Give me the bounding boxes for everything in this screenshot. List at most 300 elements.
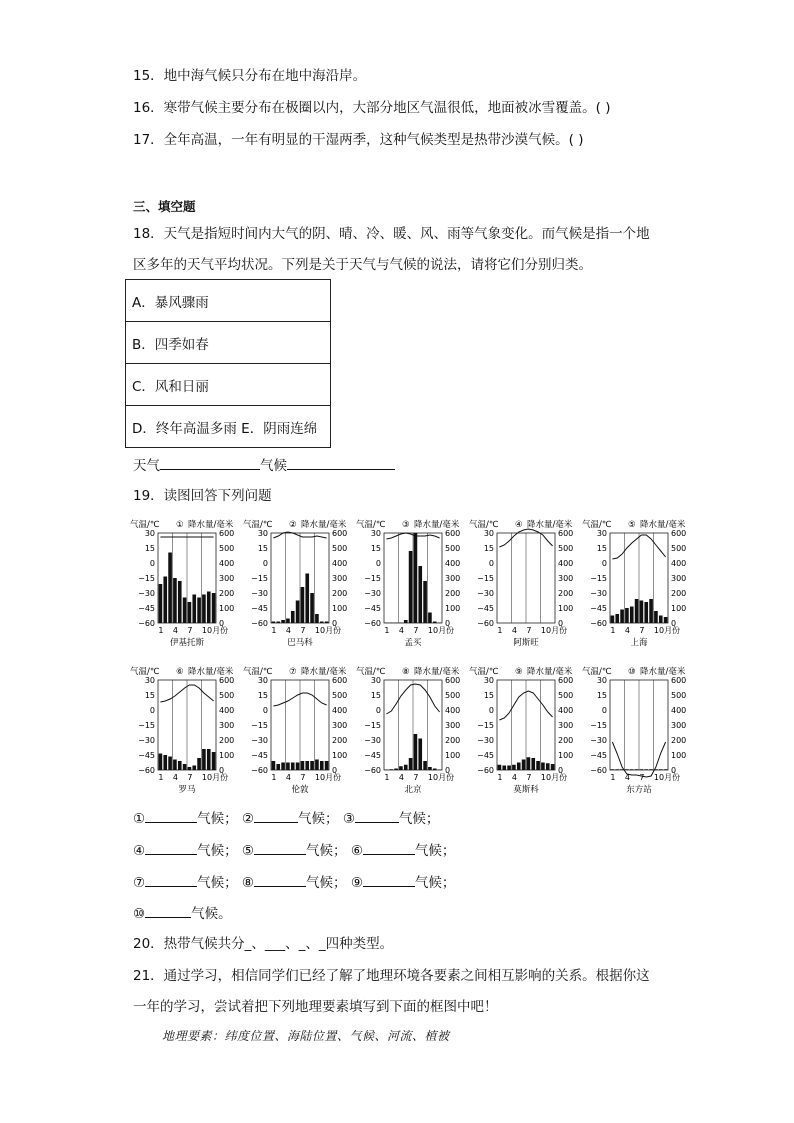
question-17: 17．全年高温，一年有明显的干湿两季，这种气候类型是热带沙漠气候。( ) <box>133 132 584 148</box>
precip-axis-label: 降水量/毫米 <box>527 520 573 530</box>
section-title-fill-blank: 三、填空题 <box>133 199 196 214</box>
climate-charts-svg <box>128 513 698 803</box>
x-tick-label: 7 <box>639 773 645 782</box>
precip-tick-label: 100 <box>332 604 348 613</box>
x-tick-label: 10月份 <box>540 773 568 782</box>
blank-3[interactable] <box>355 808 399 823</box>
precip-tick-label: 500 <box>332 544 348 553</box>
precip-tick-label: 200 <box>219 736 235 745</box>
precip-bar <box>640 769 644 770</box>
precip-bar <box>630 607 634 624</box>
climate-suffix-10: 气候。 <box>191 906 232 922</box>
precip-axis-label: 降水量/毫米 <box>301 667 347 677</box>
marker-1: ① <box>133 811 146 827</box>
precip-bar <box>414 533 418 623</box>
precip-bar <box>168 553 172 624</box>
precip-bar <box>286 763 290 771</box>
precip-bar <box>192 595 196 624</box>
marker-8: ⑧ <box>241 875 255 891</box>
precip-tick-label: 0 <box>558 619 564 628</box>
precip-tick-label: 0 <box>671 619 677 628</box>
precip-axis-label: 降水量/毫米 <box>188 667 234 677</box>
precip-bar <box>512 765 516 770</box>
precip-tick-label: 300 <box>671 574 687 583</box>
precip-bar <box>281 763 285 771</box>
city-name: 伊基托斯 <box>169 638 205 648</box>
x-tick-label: 4 <box>172 773 179 782</box>
temp-tick-label: −30 <box>590 589 607 598</box>
precip-bar <box>541 763 545 771</box>
temp-tick-label: 15 <box>257 691 268 700</box>
precip-tick-label: 400 <box>558 559 574 568</box>
x-tick-label: 10月份 <box>314 626 342 635</box>
precip-tick-label: 200 <box>671 589 687 598</box>
question-18-line2: 区多年的天气平均状况。下列是关于天气与气候的说法，请将它们分别归类。 <box>133 257 592 273</box>
temp-tick-label: −60 <box>590 619 607 628</box>
precip-tick-label: 600 <box>445 676 461 685</box>
temp-axis-label: 气温/℃ <box>130 520 160 530</box>
x-tick-label: 7 <box>187 773 193 782</box>
precip-bar <box>517 763 521 771</box>
precip-bar <box>404 765 408 770</box>
climate-suffix-6: 气候； <box>414 843 456 859</box>
precip-bar <box>414 734 418 770</box>
precip-bar <box>192 766 196 771</box>
option-a: A．暴风骤雨 <box>126 280 331 322</box>
blank-7[interactable] <box>145 872 197 887</box>
precip-tick-label: 400 <box>445 706 461 715</box>
precip-bar <box>202 595 206 624</box>
precip-tick-label: 500 <box>219 691 235 700</box>
x-tick-label: 7 <box>187 626 193 635</box>
precip-bar <box>281 620 285 623</box>
precip-bar <box>197 598 201 624</box>
x-tick-label: 7 <box>413 773 419 782</box>
chart-marker: ④ <box>515 520 523 530</box>
precip-bar <box>301 761 305 770</box>
precip-tick-label: 400 <box>445 559 461 568</box>
precip-tick-label: 500 <box>219 544 235 553</box>
precip-bar <box>404 620 408 623</box>
temp-tick-label: 0 <box>375 706 381 715</box>
temp-tick-label: 15 <box>483 691 494 700</box>
question-21-line2: 一年的学习，尝试着把下列地理要素填写到下面的框图中吧！ <box>133 999 498 1015</box>
precip-bar <box>635 769 639 770</box>
temp-tick-label: −45 <box>477 751 494 760</box>
temp-tick-label: 15 <box>370 544 381 553</box>
temp-tick-label: 0 <box>149 706 155 715</box>
chart-marker: ⑨ <box>515 667 523 677</box>
precip-bar <box>291 611 295 623</box>
precip-tick-label: 400 <box>671 706 687 715</box>
temp-tick-label: −15 <box>477 721 494 730</box>
marker-3: ③ <box>342 811 355 827</box>
precip-tick-label: 100 <box>671 751 687 760</box>
blank-2[interactable] <box>254 808 298 823</box>
precip-tick-label: 200 <box>445 736 461 745</box>
x-tick-label: 1 <box>497 626 503 635</box>
precip-tick-label: 300 <box>332 574 348 583</box>
precip-bar <box>640 601 644 624</box>
precip-tick-label: 600 <box>332 529 348 538</box>
marker-4: ④ <box>133 843 146 859</box>
precip-axis-label: 降水量/毫米 <box>301 520 347 530</box>
x-tick-label: 10月份 <box>427 773 455 782</box>
blank-8[interactable] <box>254 872 306 887</box>
precip-tick-label: 400 <box>219 559 235 568</box>
blank-1[interactable] <box>145 808 197 823</box>
precip-tick-label: 100 <box>558 751 574 760</box>
blank-6[interactable] <box>363 840 415 855</box>
temp-tick-label: −60 <box>590 766 607 775</box>
chart-marker: ⑦ <box>289 667 297 677</box>
blank-5[interactable] <box>254 840 306 855</box>
precip-bar <box>178 761 182 770</box>
climate-charts-grid <box>128 513 698 807</box>
precip-bar <box>159 754 163 771</box>
temp-tick-label: −60 <box>138 766 155 775</box>
temp-tick-label: 30 <box>596 676 607 685</box>
temp-tick-label: 15 <box>144 544 155 553</box>
blank-10[interactable] <box>145 903 191 918</box>
precip-bar <box>310 761 314 770</box>
precip-axis-label: 降水量/毫米 <box>640 520 686 530</box>
precip-tick-label: 400 <box>558 706 574 715</box>
precip-bar <box>394 769 398 771</box>
x-tick-label: 10月份 <box>201 626 229 635</box>
climate-label: 气候 <box>260 458 287 474</box>
precip-tick-label: 100 <box>332 751 348 760</box>
x-tick-label: 4 <box>511 626 518 635</box>
precip-bar <box>276 764 280 770</box>
precip-tick-label: 0 <box>332 766 338 775</box>
precip-axis-label: 降水量/毫米 <box>414 520 460 530</box>
precip-tick-label: 400 <box>671 559 687 568</box>
precip-bar <box>649 599 653 623</box>
x-tick-label: 4 <box>285 773 292 782</box>
precip-bar <box>212 593 216 623</box>
precip-bar <box>615 614 619 623</box>
temp-tick-label: 30 <box>370 676 381 685</box>
precip-bar <box>507 766 511 771</box>
precip-bar <box>399 766 403 770</box>
precip-bar <box>649 769 653 770</box>
precip-bar <box>183 598 187 624</box>
x-tick-label: 7 <box>639 626 645 635</box>
temp-tick-label: −45 <box>138 751 155 760</box>
precip-bar <box>418 566 422 623</box>
precip-axis-label: 降水量/毫米 <box>640 667 686 677</box>
temp-tick-label: 0 <box>149 559 155 568</box>
precip-bar <box>389 769 393 770</box>
precip-bar <box>296 601 300 624</box>
precip-tick-label: 200 <box>445 589 461 598</box>
temp-tick-label: 15 <box>370 691 381 700</box>
precip-bar <box>305 574 309 624</box>
precip-bar <box>272 622 276 624</box>
precip-tick-label: 200 <box>332 589 348 598</box>
temp-tick-label: 30 <box>596 529 607 538</box>
precip-tick-label: 200 <box>671 736 687 745</box>
weather-blank[interactable] <box>160 455 260 470</box>
temp-tick-label: 15 <box>596 691 607 700</box>
climate-suffix-5: 气候； <box>306 843 347 859</box>
precip-tick-label: 200 <box>219 589 235 598</box>
x-tick-label: 1 <box>384 773 390 782</box>
temp-tick-label: −45 <box>364 604 381 613</box>
temp-tick-label: 30 <box>257 529 268 538</box>
marker-9: ⑨ <box>350 875 363 891</box>
temp-tick-label: −30 <box>251 736 268 745</box>
precip-tick-label: 600 <box>219 676 235 685</box>
temp-axis-label: 气温/℃ <box>243 667 273 677</box>
precip-bar <box>635 599 639 623</box>
precip-bar <box>531 758 535 770</box>
question-19-blanks-row3 <box>133 872 455 893</box>
geo-elements-list: 地理要素：纬度位置、海陆位置、气候、河流、植被 <box>162 1029 450 1043</box>
precip-bar <box>659 769 663 770</box>
x-tick-label: 10月份 <box>201 773 229 782</box>
precip-bar <box>659 616 663 624</box>
weather-label: 天气 <box>133 458 160 474</box>
precip-bar <box>536 761 540 770</box>
x-tick-label: 7 <box>300 773 306 782</box>
precip-bar <box>498 765 502 770</box>
question-19-blanks-row1 <box>133 808 439 829</box>
precip-bar <box>276 622 280 624</box>
x-tick-label: 4 <box>172 626 179 635</box>
precip-tick-label: 100 <box>445 604 461 613</box>
precip-tick-label: 600 <box>219 529 235 538</box>
precip-tick-label: 300 <box>219 721 235 730</box>
precip-tick-label: 600 <box>558 529 574 538</box>
temp-tick-label: 0 <box>375 559 381 568</box>
chart-marker: ⑩ <box>628 667 636 677</box>
temp-tick-label: −15 <box>251 574 268 583</box>
chart-marker: ⑤ <box>628 520 636 530</box>
temp-tick-label: 15 <box>144 691 155 700</box>
x-tick-label: 4 <box>511 773 518 782</box>
precip-tick-label: 400 <box>332 706 348 715</box>
x-tick-label: 1 <box>384 626 390 635</box>
question-18-answer-line <box>133 455 395 476</box>
chart-marker: ③ <box>402 520 410 530</box>
precip-bar <box>197 758 201 770</box>
temp-tick-label: −60 <box>477 766 494 775</box>
precip-tick-label: 100 <box>558 604 574 613</box>
precip-tick-label: 500 <box>558 544 574 553</box>
city-name: 伦敦 <box>291 785 309 795</box>
precip-tick-label: 600 <box>332 676 348 685</box>
city-name: 莫斯科 <box>513 785 539 795</box>
x-tick-label: 1 <box>271 626 277 635</box>
precip-bar <box>305 761 309 770</box>
precip-bar <box>207 592 211 624</box>
precip-tick-label: 0 <box>445 766 451 775</box>
precip-bar <box>433 769 437 771</box>
precip-axis-label: 降水量/毫米 <box>527 667 573 677</box>
climate-suffix-3: 气候； <box>398 811 440 827</box>
temp-tick-label: −15 <box>364 721 381 730</box>
precip-tick-label: 0 <box>219 766 225 775</box>
precip-bar <box>173 760 177 771</box>
precip-bar <box>173 578 177 623</box>
city-name: 孟买 <box>404 638 422 648</box>
precip-bar <box>159 584 163 623</box>
precip-bar <box>178 581 182 623</box>
options-table <box>125 279 331 448</box>
precip-tick-label: 500 <box>332 691 348 700</box>
precip-bar <box>527 757 531 770</box>
x-tick-label: 1 <box>271 773 277 782</box>
x-tick-label: 4 <box>624 773 631 782</box>
precip-tick-label: 600 <box>671 529 687 538</box>
precip-bar <box>625 769 629 770</box>
precip-bar <box>418 739 422 771</box>
x-tick-label: 4 <box>285 626 292 635</box>
marker-7: ⑦ <box>133 875 146 891</box>
precip-tick-label: 600 <box>558 676 574 685</box>
precip-tick-label: 100 <box>671 604 687 613</box>
x-tick-label: 4 <box>624 626 631 635</box>
precip-tick-label: 200 <box>558 736 574 745</box>
precip-bar <box>654 611 658 623</box>
temp-axis-label: 气温/℃ <box>582 667 612 677</box>
precip-bar <box>620 610 624 624</box>
precip-bar <box>409 551 413 623</box>
temp-tick-label: 0 <box>601 706 607 715</box>
temp-tick-label: −60 <box>138 619 155 628</box>
marker-6: ⑥ <box>350 843 363 859</box>
precip-tick-label: 300 <box>445 721 461 730</box>
precip-bar <box>310 593 314 623</box>
temp-tick-label: 30 <box>370 529 381 538</box>
question-19-blanks-row2 <box>133 840 455 861</box>
precip-bar <box>409 758 413 770</box>
marker-10: ⑩ <box>133 906 146 922</box>
climate-suffix-9: 气候； <box>414 875 456 891</box>
temp-axis-label: 气温/℃ <box>130 667 160 677</box>
temp-tick-label: 0 <box>488 559 494 568</box>
x-tick-label: 10月份 <box>427 626 455 635</box>
precip-tick-label: 300 <box>558 574 574 583</box>
precip-bar <box>423 581 427 623</box>
chart-marker: ⑧ <box>402 667 410 677</box>
temp-tick-label: 0 <box>601 559 607 568</box>
city-name: 北京 <box>404 785 422 795</box>
precip-bar <box>625 608 629 623</box>
temp-tick-label: −45 <box>590 604 607 613</box>
temp-tick-label: −30 <box>477 736 494 745</box>
option-c: C．风和日丽 <box>126 364 331 406</box>
temp-tick-label: −30 <box>251 589 268 598</box>
precip-tick-label: 300 <box>558 721 574 730</box>
marker-2: ② <box>241 811 255 827</box>
precip-tick-label: 600 <box>671 676 687 685</box>
city-name: 上海 <box>630 638 648 648</box>
temp-tick-label: −15 <box>477 574 494 583</box>
precip-tick-label: 200 <box>558 589 574 598</box>
climate-blank[interactable] <box>287 455 395 470</box>
temp-tick-label: −30 <box>364 589 381 598</box>
city-name: 罗马 <box>178 785 196 795</box>
x-tick-label: 10月份 <box>653 773 681 782</box>
precip-bar <box>183 764 187 770</box>
precip-bar <box>168 757 172 771</box>
question-15: 15．地中海气候只分布在地中海沿岸。 <box>133 68 367 84</box>
precip-bar <box>664 617 668 623</box>
x-tick-label: 1 <box>158 626 164 635</box>
precip-bar <box>188 767 192 770</box>
precip-tick-label: 300 <box>332 721 348 730</box>
x-tick-label: 4 <box>398 626 405 635</box>
temp-axis-label: 气温/℃ <box>469 667 499 677</box>
temp-tick-label: 30 <box>144 529 155 538</box>
precip-tick-label: 100 <box>219 751 235 760</box>
question-21-line1: 21．通过学习，相信同学们已经了解了地理环境各要素之间相互影响的关系。根据你这 <box>133 968 650 984</box>
precip-bar <box>664 769 668 770</box>
temp-tick-label: −15 <box>364 574 381 583</box>
city-name: 巴马科 <box>287 638 313 648</box>
precip-tick-label: 300 <box>671 721 687 730</box>
x-tick-label: 1 <box>610 773 616 782</box>
question-20: 20．热带气候共分_、___、_、_四种类型。 <box>133 936 394 952</box>
x-tick-label: 1 <box>497 773 503 782</box>
temp-tick-label: −45 <box>138 604 155 613</box>
temp-tick-label: −45 <box>364 751 381 760</box>
precip-bar <box>611 769 615 770</box>
precip-axis-label: 降水量/毫米 <box>188 520 234 530</box>
precip-bar <box>546 763 550 770</box>
x-tick-label: 10月份 <box>653 626 681 635</box>
question-19-blanks-row4 <box>133 903 232 924</box>
precip-bar <box>202 749 206 770</box>
temp-tick-label: −60 <box>251 766 268 775</box>
question-18-line1: 18．天气是指短时间内大气的阴、晴、冷、暖、风、雨等气象变化。而气候是指一个地 <box>133 226 650 242</box>
temp-tick-label: −60 <box>364 766 381 775</box>
precip-tick-label: 500 <box>445 691 461 700</box>
temp-tick-label: 0 <box>262 706 268 715</box>
temp-axis-label: 气温/℃ <box>243 520 273 530</box>
precip-bar <box>630 769 634 770</box>
temp-tick-label: 30 <box>144 676 155 685</box>
precip-bar <box>644 769 648 770</box>
x-tick-label: 1 <box>610 626 616 635</box>
precip-bar <box>272 761 276 770</box>
precip-bar <box>325 622 329 624</box>
temp-tick-label: 15 <box>596 544 607 553</box>
chart-marker: ⑥ <box>176 667 184 677</box>
option-b: B．四季如春 <box>126 322 331 364</box>
climate-suffix-4: 气候； <box>197 843 238 859</box>
temp-axis-label: 气温/℃ <box>582 520 612 530</box>
x-tick-label: 7 <box>413 626 419 635</box>
city-name: 阿斯旺 <box>513 638 539 648</box>
temp-tick-label: −15 <box>590 574 607 583</box>
option-d-e: D．终年高温多雨 E．阴雨连绵 <box>126 406 331 448</box>
precip-bar <box>286 619 290 624</box>
temp-tick-label: −30 <box>138 589 155 598</box>
precip-bar <box>315 614 319 623</box>
precip-tick-label: 500 <box>671 544 687 553</box>
precip-bar <box>433 622 437 624</box>
precip-tick-label: 500 <box>671 691 687 700</box>
temp-tick-label: 30 <box>257 676 268 685</box>
blank-4[interactable] <box>145 840 197 855</box>
temp-tick-label: 0 <box>488 706 494 715</box>
blank-9[interactable] <box>363 872 415 887</box>
temp-tick-label: −30 <box>477 589 494 598</box>
